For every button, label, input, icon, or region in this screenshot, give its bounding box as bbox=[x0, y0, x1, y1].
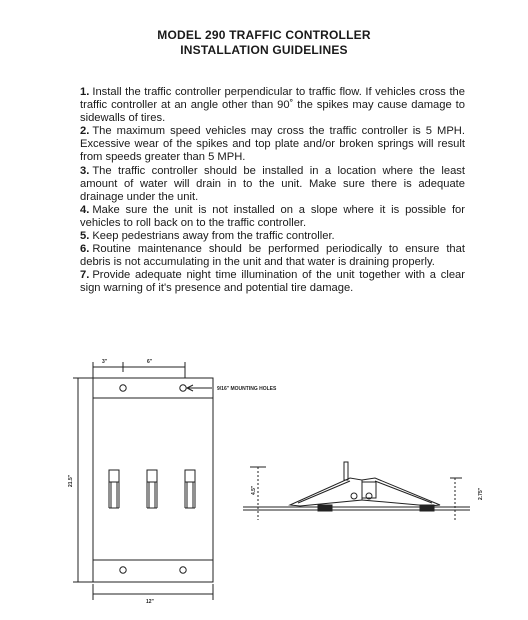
mounting-hole bbox=[180, 567, 186, 573]
mounting-hole bbox=[120, 385, 126, 391]
guideline-text: Make sure the unit is not installed on a slope where it is possible for vehicles to roll back on to the traffic controller. bbox=[80, 203, 465, 229]
guideline-number: 4. bbox=[80, 203, 90, 216]
spike bbox=[147, 470, 157, 508]
guideline-number: 6. bbox=[80, 243, 90, 256]
dim-width-label: 12" bbox=[146, 599, 154, 605]
guideline-text: Install the traffic controller perpendicular to traffic flow. If vehicles cross the traffic controller at an angle other than 90˚ the spikes may cause damage to sidewalls of tires. bbox=[80, 86, 465, 125]
dim-side-left-label: 4.5" bbox=[251, 485, 257, 495]
guideline-text: The maximum speed vehicles may cross the traffic controller is 5 MPH. Excessive wear of the spikes and top plate and/or broken springs will result from speeds greater than 5 MPH. bbox=[80, 125, 465, 164]
guideline-number: 3. bbox=[80, 164, 90, 177]
mounting-holes-label: 9/16" MOUNTING HOLES bbox=[217, 386, 277, 392]
dim-side-right-label: 2.75" bbox=[478, 487, 484, 500]
dim-height-label: 21.5" bbox=[68, 474, 74, 487]
title-line-1: MODEL 290 TRAFFIC CONTROLLER bbox=[157, 28, 371, 42]
side-view-spike bbox=[344, 462, 348, 480]
guideline-number: 5. bbox=[80, 230, 90, 243]
spike bbox=[185, 470, 195, 508]
guideline-text: Keep pedestrians away from the traffic controller. bbox=[92, 230, 335, 243]
title-line-2: INSTALLATION GUIDELINES bbox=[180, 43, 348, 57]
side-view bbox=[243, 462, 470, 520]
spike bbox=[109, 470, 119, 508]
guideline-text: Provide adequate night time illumination of the unit together with a clear sign warning of it's presence and potential tire damage. bbox=[80, 269, 465, 295]
dim-top-left-label: 3" bbox=[102, 359, 108, 365]
guideline-number: 7. bbox=[80, 269, 90, 282]
dim-top-right-label: 6" bbox=[147, 359, 153, 365]
guideline-text: Routine maintenance should be performed periodically to ensure that debris is not accumulating in the unit and that water is draining properly. bbox=[80, 243, 465, 269]
guideline-text: The traffic controller should be installed in a location where the least amount of water will drain in to the unit. Make sure there is adequate drainage under the unit. bbox=[80, 164, 465, 203]
mounting-hole bbox=[180, 385, 186, 391]
mounting-hole bbox=[120, 567, 126, 573]
guideline-number: 2. bbox=[80, 125, 90, 138]
side-view-pivot bbox=[351, 493, 357, 499]
guideline-number: 1. bbox=[80, 86, 90, 98]
